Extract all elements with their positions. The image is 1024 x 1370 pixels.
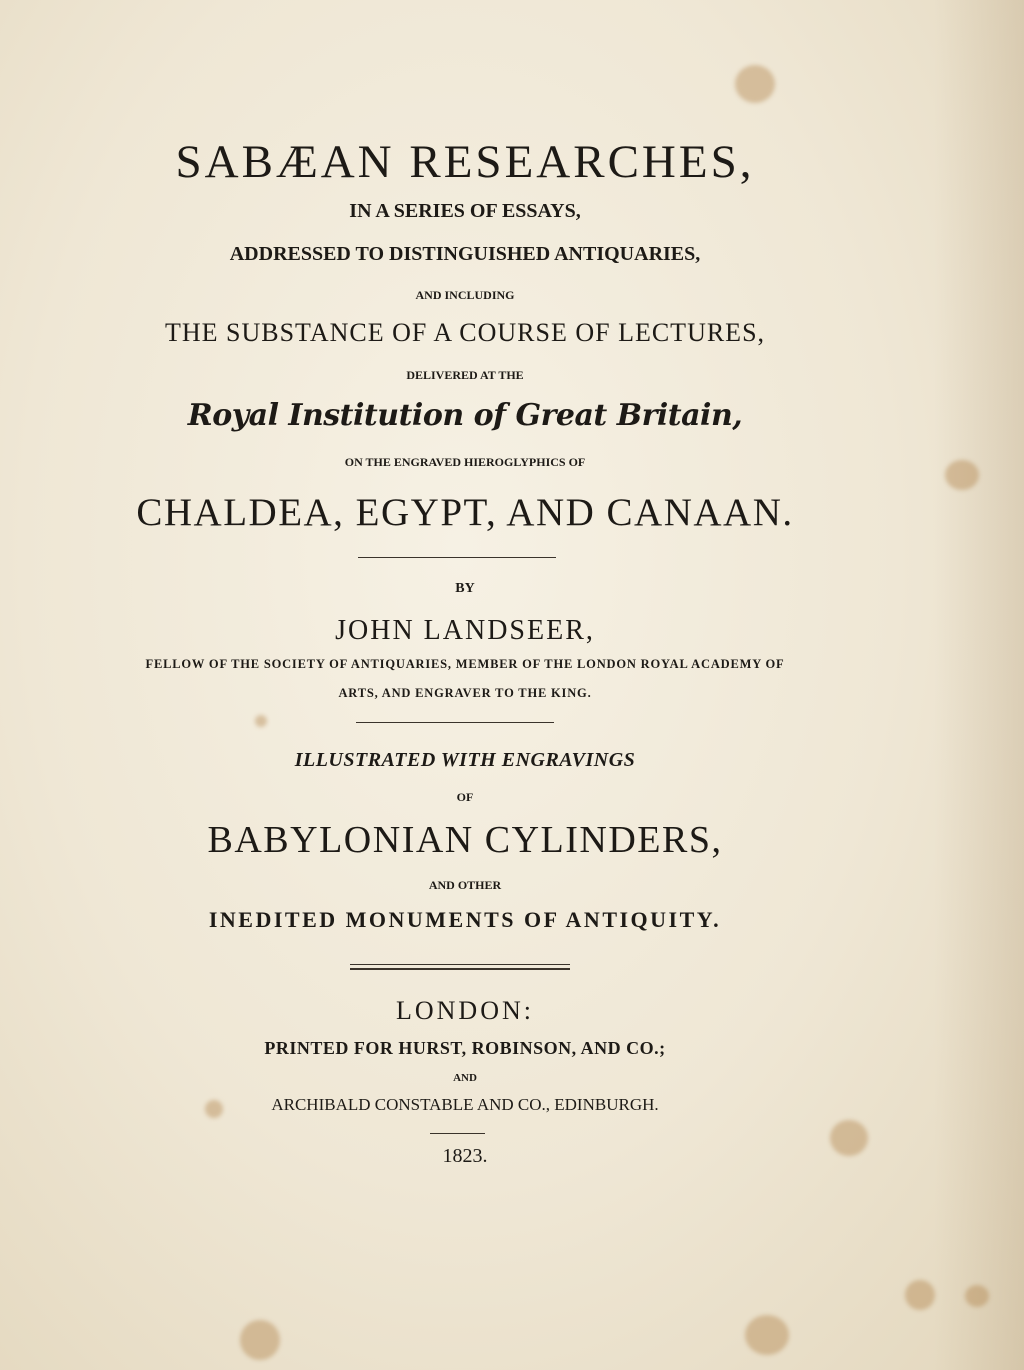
foxing-stain [255,715,267,727]
author-credentials-line-2: ARTS, AND ENGRAVER TO THE KING. [338,686,592,700]
city-line: LONDON: [396,996,534,1025]
subtitle-antiquaries: ADDRESSED TO DISTINGUISHED ANTIQUARIES, [229,243,701,265]
monuments-line: INEDITED MONUMENTS OF ANTIQUITY. [208,907,722,932]
and-label: AND [453,1072,477,1084]
foxing-stain [945,460,979,490]
publication-year: 1823. [442,1145,488,1167]
page-edge-shadow [934,0,1024,1370]
divider-rule [356,722,554,723]
connector-and-including: AND INCLUDING [415,288,515,302]
foxing-stain [240,1320,280,1360]
subtitle-lectures: THE SUBSTANCE OF A COURSE OF LECTURES, [164,318,766,347]
foxing-stain [905,1280,935,1310]
illustrated-line: ILLUSTRATED WITH ENGRAVINGS [294,749,636,771]
foxing-stain [965,1285,989,1307]
double-rule [350,968,570,970]
of-label: OF [456,790,474,804]
foxing-stain [735,65,775,103]
foxing-stain [745,1315,789,1355]
printer-line-1: PRINTED FOR HURST, ROBINSON, AND CO.; [264,1038,666,1058]
printer-line-2: ARCHIBALD CONSTABLE AND CO., EDINBURGH. [271,1095,659,1114]
divider-rule [358,557,556,558]
connector-delivered: DELIVERED AT THE [406,368,524,382]
divider-rule [430,1133,485,1134]
connector-hieroglyphics: ON THE ENGRAVED HIEROGLYPHICS OF [344,455,586,469]
book-title: SABÆAN RESEARCHES, [175,136,755,188]
institution-name: Royal Institution of Great Britain, [187,398,743,433]
by-label: BY [455,581,475,596]
cylinders-heading: BABYLONIAN CYLINDERS, [207,819,723,861]
double-rule [350,964,570,965]
places-heading: CHALDEA, EGYPT, AND CANAAN. [136,491,794,534]
connector-and-other: AND OTHER [428,878,502,892]
author-credentials-line-1: FELLOW OF THE SOCIETY OF ANTIQUARIES, MEMBER OF THE LONDON ROYAL ACADEMY OF [145,657,785,671]
subtitle-essays: IN A SERIES OF ESSAYS, [349,200,581,222]
author-name: JOHN LANDSEER, [335,615,595,646]
